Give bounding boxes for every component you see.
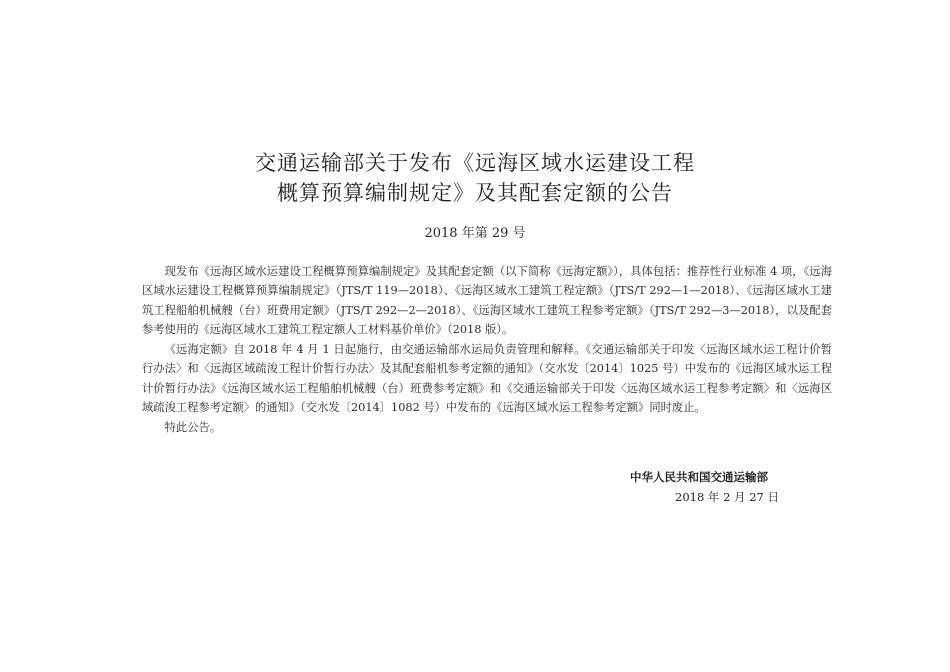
issuing-authority: 中华人民共和国交通运输部 <box>630 470 768 484</box>
notice-title-line-1: 交通运输部关于发布《远海区域水运建设工程 <box>255 151 695 175</box>
paragraph-text: 现发布《远海区域水运建设工程概算预算编制规定》及其配套定额（以下简称《远海定额》），具体包括：推荐性行业标准 4 项，《远海区域水运建设工程概算预算编制规定》（JTS/T 119—2018）、《远海区域水工建筑工程定额》（JTS/T 292—1—2018）、《远海区域水工建筑工程船舶机械艘（台）班费用定额》（JTS/T 292—2—2018）、《远海区域水工建筑工程参考定额》（JTS/T 292—3—2018），以及配套参考使用的《远海区域水工建筑工程定额人工材料基价单价》（2018 版）。 <box>142 265 832 337</box>
body-paragraph-2 <box>142 340 832 418</box>
body-paragraph-1 <box>142 262 832 340</box>
document-number: 2018 年第 29 号 <box>424 226 526 241</box>
body-paragraph-3 <box>142 418 832 437</box>
paragraph-text: 《远海定额》自 2018 年 4 月 1 日起施行，由交通运输部水运局负责管理和解释。《交通运输部关于印发〈远海区域水运工程计价暂行办法〉和〈远海区域疏浚工程计价暂行办法〉及其配套船机参考定额的通知》（交水发〔2014〕1025 号）中发布的《远海区域水运工程计价暂行办法》《远海区域水运工程船舶机械艘（台）班费参考定额》和《交通运输部关于印发〈远海区域水运工程参考定额〉和〈远海区域疏浚工程参考定额〉的通知》（交水发〔2014〕1082 号）中发布的《远海区域水运工程参考定额》同时废止。 <box>142 343 832 415</box>
notice-title-line-2: 概算预算编制规定》及其配套定额的公告 <box>277 181 673 205</box>
issue-date: 2018 年 2 月 27 日 <box>675 490 779 504</box>
paragraph-text: 特此公告。 <box>164 421 222 434</box>
